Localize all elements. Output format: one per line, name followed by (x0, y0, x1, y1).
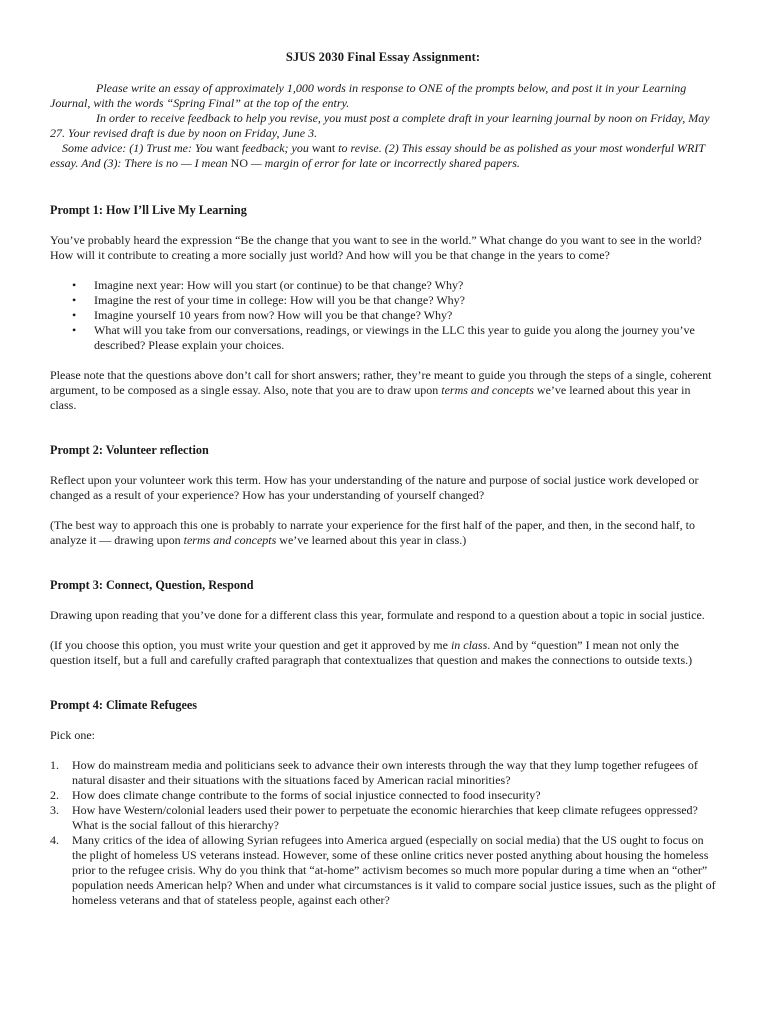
note-text: we’ve learned about this year in class.) (276, 533, 467, 547)
note-text: (The best way to approach this one is probably to narrate your experience for the first half of the paper, and then, in the second half, to analyze it — drawing upon (50, 518, 695, 547)
prompt-4-numbered-list (50, 758, 716, 908)
item-number: 3. (50, 803, 59, 817)
list-item (50, 758, 716, 788)
intro-paragraph-3 (50, 141, 716, 171)
advice-text-4: — margin of error for late or incorrectly shared papers. (248, 156, 520, 170)
note-text: we’ve learned about this year in class. (50, 383, 691, 412)
item-text: How have Western/colonial leaders used their power to perpetuate the economic hierarchies that keep climate refugees oppressed? What is the social fallout of this hierarchy? (72, 803, 698, 832)
intro-section (50, 81, 716, 171)
advice-text-2: feedback; you (238, 141, 312, 155)
advice-no: NO (230, 156, 248, 170)
intro-paragraph-1: Please write an essay of approximately 1,000 words in response to ONE of the prompts below, and post it in your Learning Journal, with the words “Spring Final” at the top of the entry. (50, 81, 687, 110)
item-text: How do mainstream media and politicians seek to advance their own interests through the way that they lump together refugees of natural disaster and their situations with the situations faced by American racial minorities? (72, 758, 698, 787)
list-item (50, 788, 716, 803)
bullet-mark: • (72, 293, 77, 307)
item-number: 2. (50, 788, 59, 802)
advice-want-1: want (215, 141, 239, 155)
list-item (50, 803, 716, 833)
advice-text-3: to revise. (2) This essay should be as polished as your most wonderful WRIT essay. And (3): There is no — I mean (50, 141, 705, 170)
bullet-text: Imagine the rest of your time in college: How will you be that change? Why? (94, 293, 465, 307)
list-item (50, 278, 716, 293)
item-number: 4. (50, 833, 59, 847)
intro-paragraph-2: In order to receive feedback to help you revise, you must post a complete draft in your learning journal by noon on Friday, May 27. Your revised draft is due by noon on Friday, June 3. (50, 111, 710, 140)
note-emphasis: in class (450, 638, 488, 652)
note-emphasis: terms and concepts (183, 533, 277, 547)
list-item (50, 308, 716, 323)
prompt-4-heading: Prompt 4: Climate Refugees (50, 698, 197, 712)
bullet-text: Imagine next year: How will you start (or continue) to be that change? Why? (94, 278, 464, 292)
bullet-text: What will you take from our conversations, readings, or viewings in the LLC this year to guide you along the journey you’ve described? Please explain your choices. (94, 323, 695, 352)
list-item (50, 323, 716, 353)
item-number: 1. (50, 758, 59, 772)
prompt-3-paragraph: Drawing upon reading that you’ve done for a different class this year, formulate and respond to a question about a topic in social justice. (50, 608, 705, 622)
bullet-mark: • (72, 323, 77, 337)
list-item (50, 293, 716, 308)
note-text: (If you choose this option, you must write your question and get it approved by me (50, 638, 451, 652)
prompt-3-heading: Prompt 3: Connect, Question, Respond (50, 578, 254, 592)
advice-text-1: Some advice: (1) Trust me: You (62, 141, 216, 155)
bullet-mark: • (72, 308, 77, 322)
note-text: . And by “question” I mean not only the question itself, but a full and carefully crafted paragraph that contextualizes that question and makes the connections to outside texts.) (50, 638, 693, 667)
note-text: Please note that the questions above don’t call for short answers; rather, they’re meant to guide you through the steps of a single, coherent argument, to be composed as a single essay. Also, note that you are to draw upon (50, 368, 712, 397)
prompt-3-note (50, 638, 716, 668)
note-emphasis: terms and concepts (441, 383, 534, 397)
prompt-1-heading: Prompt 1: How I’ll Live My Learning (50, 203, 247, 217)
prompt-2-paragraph: Reflect upon your volunteer work this term. How has your understanding of the nature and purpose of social justice work developed or changed as a result of your experience? How has your understanding of yourself changed? (50, 473, 699, 502)
item-text: How does climate change contribute to the forms of social injustice connected to food insecurity? (72, 788, 541, 802)
prompt-1-bullet-list (50, 278, 716, 353)
document-title: SJUS 2030 Final Essay Assignment: (285, 50, 481, 64)
bullet-mark: • (72, 278, 77, 292)
list-item (50, 833, 716, 908)
item-text: Many critics of the idea of allowing Syrian refugees into America argued (especially on social media) that the US ought to focus on the plight of homeless US veterans instead. However, some of these online critics never posted anything about housing the homeless prior to the refugee crisis. Why do you think that “at-home” activism becomes so much more popular during a time when an “other” population needs American help? When and under what circumstances is it valid to compare social justice issues, such as the plight of homeless veterans and that of stateless people, against each other? (72, 833, 716, 907)
prompt-2-heading: Prompt 2: Volunteer reflection (50, 443, 209, 457)
prompt-4-pick-one: Pick one: (50, 728, 95, 742)
prompt-1-note (50, 368, 716, 413)
bullet-text: Imagine yourself 10 years from now? How will you be that change? Why? (94, 308, 453, 322)
prompt-1-paragraph: You’ve probably heard the expression “Be the change that you want to see in the world.” What change do you want to see in the world? How will it contribute to creating a more socially just world? And how will you be that change in the years to come? (50, 233, 702, 262)
prompt-2-note (50, 518, 716, 548)
advice-want-2: want (311, 141, 336, 155)
